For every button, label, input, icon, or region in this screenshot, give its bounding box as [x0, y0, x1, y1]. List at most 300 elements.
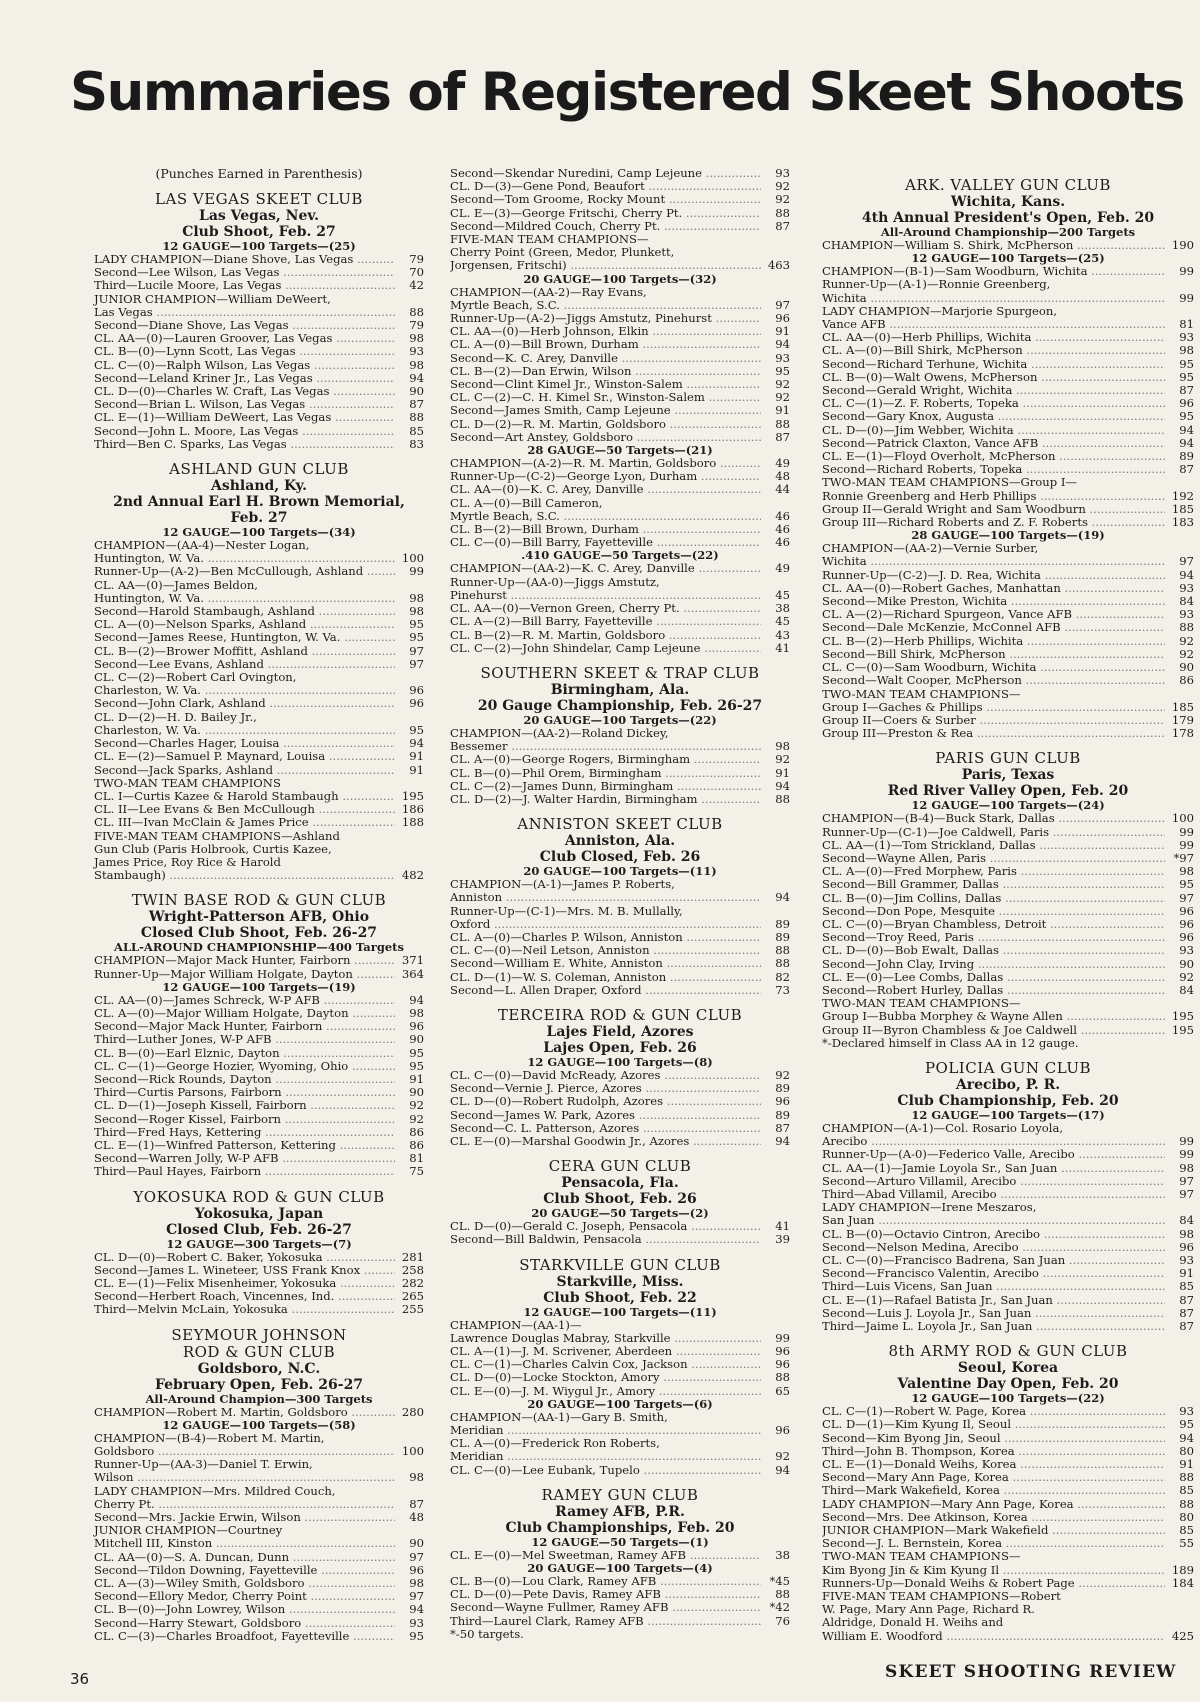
result-text: CL. E—(1)—Felix Misenheimer, Yokosuka .....	[94, 1277, 395, 1290]
result-row	[94, 1139, 424, 1152]
club-location: Ramey AFB, P.R.	[555, 1503, 685, 1520]
result-line: CHAMPION—(A-1)—James P. Roberts,	[450, 877, 675, 892]
result-score: 95	[1179, 409, 1194, 424]
result-text: CL. D—(0)—Robert C. Baker, Yokosuka .....	[94, 1251, 395, 1264]
result-score: 82	[775, 969, 790, 984]
result-text: William E. Woodford .....	[822, 1630, 1165, 1643]
result-score: 179	[1171, 712, 1194, 727]
result-score: 96	[409, 1562, 424, 1577]
result-text: Second—Nelson Medina, Arecibo .....	[822, 1241, 1165, 1254]
result-row	[94, 565, 424, 578]
result-text: CL. B—(0)—Walt Owens, McPherson .....	[822, 371, 1165, 384]
result-row	[450, 470, 790, 483]
result-row	[94, 1264, 424, 1277]
event-title: Valentine Day Open, Feb. 20	[897, 1376, 1119, 1393]
result-score: 99	[1179, 290, 1194, 305]
result-score: 93	[1179, 330, 1194, 345]
result-text: CL. II—Lee Evans & Ben McCullough .....	[94, 803, 395, 816]
result-row	[94, 1590, 424, 1603]
result-row	[94, 803, 424, 816]
result-text: CHAMPION—(B-4)—Buck Stark, Dallas .....	[822, 812, 1165, 825]
result-score: 99	[1179, 824, 1194, 839]
result-text: Runner-Up—(C-2)—J. D. Rea, Wichita .....	[822, 569, 1165, 582]
result-row	[822, 905, 1194, 918]
result-row	[822, 1241, 1194, 1254]
result-row	[94, 869, 424, 882]
result-line: FIVE-MAN TEAM CHAMPIONS—Robert	[822, 1589, 1061, 1604]
result-text: Second—Mildred Couch, Cherry Pt. .....	[450, 220, 761, 233]
result-row	[94, 1603, 424, 1616]
result-text: Group III—Richard Roberts and Z. F. Roberts .....	[822, 516, 1165, 529]
result-row	[822, 1498, 1194, 1511]
result-text: Runner-Up—(A-2)—Jiggs Amstutz, Pinehurst .....	[450, 312, 761, 325]
result-row	[94, 816, 424, 829]
result-text: Runner-Up—Major William Holgate, Dayton .....	[94, 968, 395, 981]
result-text: CL. B—(2)—R. M. Martin, Goldsboro .....	[450, 629, 761, 642]
result-score: 95	[409, 1045, 424, 1060]
result-text: CL. E—(3)—George Fritschi, Cherry Pt. .....	[450, 207, 761, 220]
result-line: CL. A—(0)—Frederick Ron Roberts,	[450, 1436, 660, 1451]
result-row	[450, 510, 790, 523]
result-row	[822, 1254, 1194, 1267]
result-row	[450, 984, 790, 997]
result-text: Arecibo .....	[822, 1135, 1165, 1148]
result-text: Second—Mrs. Dee Atkinson, Korea .....	[822, 1511, 1165, 1524]
result-row	[822, 437, 1194, 450]
result-score: 87	[775, 1120, 790, 1135]
result-score: 95	[409, 617, 424, 632]
result-row	[822, 852, 1194, 865]
gauge-header: 12 GAUGE—50 Targets—(1)	[531, 1534, 709, 1549]
result-text: Second—Herbert Roach, Vincennes, Ind. .....	[94, 1290, 395, 1303]
result-score: 48	[409, 1510, 424, 1525]
result-score: 86	[1179, 673, 1194, 688]
gauge-header: 12 GAUGE—300 Targets—(7)	[166, 1236, 352, 1251]
result-row	[822, 358, 1194, 371]
result-text: CL. C—(0)—Neil Letson, Anniston .....	[450, 944, 761, 957]
result-text: Second—Troy Reed, Paris .....	[822, 931, 1165, 944]
result-text: Bessemer .....	[450, 740, 761, 753]
club-name: SEYMOUR JOHNSON	[171, 1325, 347, 1344]
result-row	[822, 1135, 1194, 1148]
result-score: 73	[775, 982, 790, 997]
result-row	[94, 1630, 424, 1643]
result-text: CL. C—(0)—David McReady, Azores .....	[450, 1069, 761, 1082]
event-title: Club Closed, Feb. 26	[539, 849, 701, 866]
result-text: Las Vegas .....	[94, 306, 395, 319]
result-row	[450, 602, 790, 615]
result-text: CL. D—(1)—Joseph Kissell, Fairborn .....	[94, 1099, 395, 1112]
result-score: 43	[775, 627, 790, 642]
result-score: 87	[775, 218, 790, 233]
result-row	[822, 582, 1194, 595]
result-row	[822, 1458, 1194, 1471]
result-score: 89	[1179, 449, 1194, 464]
result-score: 98	[409, 590, 424, 605]
result-row	[94, 1007, 424, 1020]
result-text: Runner-Up—(A-2)—Ben McCullough, Ashland .....	[94, 565, 395, 578]
result-row	[822, 331, 1194, 344]
result-score: 92	[1179, 633, 1194, 648]
result-score: 87	[409, 1496, 424, 1511]
result-row	[94, 1471, 424, 1484]
result-text: Second—Wayne Allen, Paris .....	[822, 852, 1165, 865]
result-row	[94, 1577, 424, 1590]
result-score: 96	[409, 696, 424, 711]
result-row	[94, 552, 424, 565]
result-text: CL. D—(0)—Jim Webber, Wichita .....	[822, 424, 1165, 437]
result-row	[450, 523, 790, 536]
gauge-header: 12 GAUGE—100 Targets—(8)	[527, 1054, 713, 1069]
result-row	[450, 404, 790, 417]
result-row	[450, 1575, 790, 1588]
result-row	[450, 378, 790, 391]
result-text: Second—Rick Rounds, Dayton .....	[94, 1073, 395, 1086]
result-score: 93	[775, 166, 790, 180]
result-score: 189	[1171, 1562, 1194, 1577]
result-score: 96	[775, 1343, 790, 1358]
gauge-header: 12 GAUGE—100 Targets—(25)	[911, 251, 1105, 266]
club-location: Wichita, Kans.	[950, 194, 1066, 210]
result-row	[94, 1290, 424, 1303]
result-text: Vance AFB .....	[822, 318, 1165, 331]
result-row	[94, 605, 424, 618]
result-line: TWO-MAN TEAM CHAMPIONS—	[822, 686, 1021, 701]
result-text: Goldsboro .....	[94, 1445, 395, 1458]
result-row	[822, 1228, 1194, 1241]
result-row	[94, 1406, 424, 1419]
result-row	[822, 1320, 1194, 1333]
result-score: 98	[409, 1470, 424, 1485]
result-score: 99	[1179, 264, 1194, 279]
club-name: ANNISTON SKEET CLUB	[517, 815, 723, 834]
result-score: *42	[769, 1600, 790, 1615]
club-name: ARK. VALLEY GUN CLUB	[905, 176, 1111, 194]
result-text: Second—K. C. Arey, Danville .....	[450, 352, 761, 365]
result-text: CHAMPION—(B-1)—Sam Woodburn, Wichita .....	[822, 265, 1165, 278]
result-score: 90	[409, 1085, 424, 1100]
result-score: 79	[409, 252, 424, 266]
result-score: 91	[775, 324, 790, 339]
result-score: 80	[1179, 1509, 1194, 1524]
result-text: CHAMPION—(A-2)—R. M. Martin, Goldsboro .....	[450, 457, 761, 470]
result-row	[450, 780, 790, 793]
result-text: Myrtle Beach, S.C. .....	[450, 299, 761, 312]
result-score: 195	[401, 788, 424, 803]
result-score: 96	[1179, 1239, 1194, 1254]
result-text: Second—Warren Jolly, W-P AFB .....	[94, 1152, 395, 1165]
result-text: Second—James W. Park, Azores .....	[450, 1109, 761, 1122]
result-row	[450, 615, 790, 628]
result-line: CHAMPION—(AA-1)—	[450, 1317, 582, 1332]
result-text: Third—Mark Wakefield, Korea .....	[822, 1484, 1165, 1497]
result-text: CL. E—(1)—Donald Weihs, Korea .....	[822, 1458, 1165, 1471]
result-text: Second—Walt Cooper, McPherson .....	[822, 674, 1165, 687]
result-text: Second—Leland Kriner Jr., Las Vegas .....	[94, 372, 395, 385]
result-text: CL. E—(0)—J. M. Wiygul Jr., Amory .....	[450, 1385, 761, 1398]
result-line: TWO-MAN TEAM CHAMPIONS—Group I—	[822, 475, 1078, 490]
result-text: Second—John L. Moore, Las Vegas .....	[94, 425, 395, 438]
result-text: Group I—Bubba Morphey & Wayne Allen .....	[822, 1010, 1165, 1023]
result-score: 87	[1179, 383, 1194, 398]
result-score: 86	[409, 1137, 424, 1152]
result-score: 371	[401, 953, 424, 968]
gauge-header: All-Around Champion—300 Targets	[145, 1391, 373, 1406]
result-score: 94	[775, 1462, 790, 1477]
gauge-header: All-Around Championship—200 Targets	[880, 225, 1136, 239]
result-row	[822, 621, 1194, 634]
result-line: W. Page, Mary Ann Page, Richard R.	[822, 1602, 1035, 1617]
result-row	[450, 767, 790, 780]
result-row	[450, 562, 790, 575]
result-text: CL. B—(0)—Earl Elznic, Dayton .....	[94, 1047, 395, 1060]
result-score: 265	[401, 1289, 424, 1304]
result-score: 89	[775, 916, 790, 931]
result-row	[450, 971, 790, 984]
result-text: CL. A—(0)—George Rogers, Birmingham .....	[450, 753, 761, 766]
result-text: Second—Bill Grammer, Dallas .....	[822, 878, 1165, 891]
result-row	[94, 385, 424, 398]
result-row	[94, 359, 424, 372]
result-row	[450, 1122, 790, 1135]
result-text: Second—Ellory Medor, Cherry Point .....	[94, 1590, 395, 1603]
result-score: 92	[409, 1098, 424, 1113]
result-line: CL. D—(2)—H. D. Bailey Jr.,	[94, 709, 257, 724]
result-score: 48	[775, 469, 790, 484]
result-score: 49	[775, 456, 790, 471]
result-row	[94, 697, 424, 710]
event-title: Red River Valley Open, Feb. 20	[887, 783, 1129, 800]
result-score: 95	[409, 1628, 424, 1643]
result-text: CHAMPION—(AA-2)—K. C. Arey, Danville .....	[450, 562, 761, 575]
result-score: 93	[1179, 943, 1194, 958]
result-text: CL. E—(0)—Mel Sweetman, Ramey AFB .....	[450, 1549, 761, 1562]
result-text: CL. C—(0)—Bryan Chambless, Detroit .....	[822, 918, 1165, 931]
result-row	[822, 701, 1194, 714]
result-row	[822, 1484, 1194, 1497]
result-score: 93	[1179, 1253, 1194, 1267]
result-score: 91	[775, 765, 790, 780]
result-text: Second—J. L. Bernstein, Korea .....	[822, 1537, 1165, 1550]
result-row	[94, 1498, 424, 1511]
result-row	[450, 180, 790, 193]
event-title: 4th Annual President's Open, Feb. 20	[861, 210, 1155, 226]
result-score: 94	[1179, 435, 1194, 450]
gauge-header: .410 GAUGE—50 Targets—(22)	[521, 548, 719, 563]
result-score: 98	[1179, 1160, 1194, 1175]
result-row	[94, 253, 424, 266]
event-title: Closed Club, Feb. 26-27	[166, 1221, 352, 1238]
result-row	[94, 1047, 424, 1060]
result-score: 75	[409, 1164, 424, 1179]
result-text: CL. E—(0)—Marshal Goodwin Jr., Azores .....	[450, 1135, 761, 1148]
result-text: Charleston, W. Va. .....	[94, 724, 395, 737]
result-score: 91	[1179, 1457, 1194, 1472]
result-row	[822, 490, 1194, 503]
result-text: Ronnie Greenberg and Herb Phillips .....	[822, 490, 1165, 503]
result-row	[822, 635, 1194, 648]
result-text: Runner-Up—(C-1)—Joe Caldwell, Paris .....	[822, 826, 1165, 839]
result-text: CL. A—(3)—Wiley Smith, Goldsboro .....	[94, 1577, 395, 1590]
result-row	[822, 1445, 1194, 1458]
result-score: 92	[775, 1067, 790, 1082]
result-text: Second—Vernie J. Pierce, Azores .....	[450, 1082, 761, 1095]
result-score: 195	[1171, 1009, 1194, 1024]
result-row	[822, 424, 1194, 437]
result-row	[822, 292, 1194, 305]
result-row	[822, 503, 1194, 516]
result-score: 94	[1179, 567, 1194, 582]
note: (Punches Earned in Parenthesis)	[155, 166, 363, 181]
result-score: 94	[775, 337, 790, 352]
result-text: CL. E—(1)—Floyd Overholt, McPherson .....	[822, 450, 1165, 463]
result-row	[822, 1024, 1194, 1037]
result-text: CL. D—(0)—Locke Stockton, Amory .....	[450, 1371, 761, 1384]
event-title: February Open, Feb. 26-27	[154, 1376, 364, 1393]
result-row	[94, 750, 424, 763]
result-score: 41	[775, 640, 790, 655]
result-text: CL. B—(2)—Herb Phillips, Wichita .....	[822, 635, 1165, 648]
result-score: 188	[401, 815, 424, 830]
result-score: 95	[409, 630, 424, 645]
result-score: 94	[775, 778, 790, 793]
result-row	[450, 1450, 790, 1463]
result-row	[822, 1175, 1194, 1188]
result-text: Second—John Clark, Ashland .....	[94, 697, 395, 710]
result-score: 90	[409, 1536, 424, 1551]
result-row	[94, 266, 424, 279]
result-text: Second—Brian L. Wilson, Las Vegas .....	[94, 398, 395, 411]
result-row	[450, 642, 790, 655]
result-row	[822, 826, 1194, 839]
result-row	[94, 954, 424, 967]
result-score: 91	[409, 762, 424, 777]
result-text: CL. D—(3)—Gene Pond, Beaufort .....	[450, 180, 761, 193]
result-text: Runner-Up—(A-0)—Federico Valle, Arecibo .....	[822, 1148, 1165, 1161]
result-text: CL. AA—(1)—Jamie Loyola Sr., San Juan .....	[822, 1162, 1165, 1175]
event-title: Club Shoot, Feb. 27	[182, 224, 336, 240]
gauge-header: ALL-AROUND CHAMPIONSHIP—400 Targets	[114, 940, 404, 955]
gauge-header: 12 GAUGE—100 Targets—(24)	[911, 798, 1105, 813]
result-row	[94, 790, 424, 803]
result-row	[822, 1267, 1194, 1280]
result-text: CL. D—(0)—Robert Rudolph, Azores .....	[450, 1095, 761, 1108]
result-line: CHAMPION—(AA-2)—Roland Dickey,	[450, 725, 669, 740]
result-score: 94	[409, 370, 424, 385]
result-score: 88	[775, 791, 790, 806]
club-name: CERA GUN CLUB	[548, 1157, 692, 1176]
result-text: CL. AA—(0)—Robert Gaches, Manhattan .....	[822, 582, 1165, 595]
result-text: Second—Clint Kimel Jr., Winston-Salem .....	[450, 378, 761, 391]
club-name: 8th ARMY ROD & GUN CLUB	[888, 1342, 1128, 1361]
result-text: CL. AA—(0)—James Schreck, W-P AFB .....	[94, 994, 395, 1007]
result-score: 46	[775, 535, 790, 550]
gauge-header: 28 GAUGE—50 Targets—(21)	[527, 443, 713, 458]
result-row	[822, 1010, 1194, 1023]
result-score: 183	[1171, 515, 1194, 530]
result-text: Third—Luis Vicens, San Juan .....	[822, 1280, 1165, 1293]
result-text: Second—Dale McKenzie, McConnel AFB .....	[822, 621, 1165, 634]
result-score: 95	[1179, 369, 1194, 384]
result-text: Huntington, W. Va. .....	[94, 552, 395, 565]
result-score: 97	[409, 1589, 424, 1604]
result-text: Charleston, W. Va. .....	[94, 684, 395, 697]
result-score: 93	[775, 350, 790, 365]
event-title: Closed Club Shoot, Feb. 26-27	[140, 925, 378, 942]
result-score: 95	[1179, 356, 1194, 371]
result-score: 87	[1179, 462, 1194, 477]
result-text: Second—Wayne Fullmer, Ramey AFB .....	[450, 1601, 761, 1614]
result-score: 92	[409, 1111, 424, 1126]
result-text: Third—Ben C. Sparks, Las Vegas .....	[94, 438, 395, 451]
result-row	[94, 1551, 424, 1564]
result-score: 80	[1179, 1443, 1194, 1458]
result-row	[94, 724, 424, 737]
result-text: Second—Richard Terhune, Wichita .....	[822, 358, 1165, 371]
result-text: CL. D—(0)—Charles W. Craft, Las Vegas .....	[94, 385, 395, 398]
result-score: 42	[409, 278, 424, 293]
result-text: CL. A—(0)—Major William Holgate, Dayton .....	[94, 1007, 395, 1020]
result-text: Second—John Clay, Irving .....	[822, 958, 1165, 971]
result-text: Group I—Gaches & Phillips .....	[822, 701, 1165, 714]
result-row	[822, 648, 1194, 661]
result-row	[94, 438, 424, 451]
result-text: CL. I—Curtis Kazee & Harold Stambaugh .....	[94, 790, 395, 803]
result-score: 89	[775, 1081, 790, 1096]
result-text: Huntington, W. Va. .....	[94, 592, 395, 605]
result-score: 258	[401, 1262, 424, 1277]
result-text: CL. AA—(0)—K. C. Arey, Danville .....	[450, 483, 761, 496]
result-score: 99	[1179, 837, 1194, 852]
result-score: 185	[1171, 501, 1194, 516]
result-score: 94	[775, 890, 790, 905]
result-text: Third—John B. Thompson, Korea .....	[822, 1445, 1165, 1458]
result-score: 92	[775, 192, 790, 207]
result-score: 92	[1179, 646, 1194, 661]
result-row	[450, 167, 790, 180]
result-text: Anniston .....	[450, 891, 761, 904]
result-text: CL. B—(2)—Dan Erwin, Wilson .....	[450, 365, 761, 378]
club-location: Pensacola, Fla.	[561, 1175, 679, 1192]
result-score: 91	[1179, 1266, 1194, 1281]
result-text: CL. C—(2)—John Shindelar, Camp Lejeune .....	[450, 642, 761, 655]
result-row	[822, 865, 1194, 878]
club-location: Birmingham, Ala.	[550, 681, 690, 698]
club-location: Lajes Field, Azores	[546, 1023, 694, 1040]
result-score: *97	[1173, 850, 1194, 865]
result-score: 93	[1179, 1404, 1194, 1419]
club-location: Wright-Patterson AFB, Ohio	[148, 909, 370, 926]
result-row	[450, 793, 790, 806]
gauge-header: 20 GAUGE—100 Targets—(4)	[527, 1561, 713, 1576]
result-score: 280	[401, 1404, 424, 1419]
club-name-line: ROD & GUN CLUB	[182, 1342, 336, 1361]
result-text: Myrtle Beach, S.C. .....	[450, 510, 761, 523]
result-row	[94, 1152, 424, 1165]
result-score: 88	[409, 304, 424, 319]
result-row	[94, 1099, 424, 1112]
result-row	[450, 207, 790, 220]
result-row	[822, 318, 1194, 331]
result-row	[822, 839, 1194, 852]
result-row	[822, 1162, 1194, 1175]
result-score: 96	[775, 1094, 790, 1109]
result-row	[822, 555, 1194, 568]
result-row	[94, 1617, 424, 1630]
event-title: Feb. 27	[230, 510, 288, 527]
result-score: 93	[409, 1615, 424, 1630]
result-text: JUNIOR CHAMPION—Mark Wakefield .....	[822, 1524, 1165, 1537]
